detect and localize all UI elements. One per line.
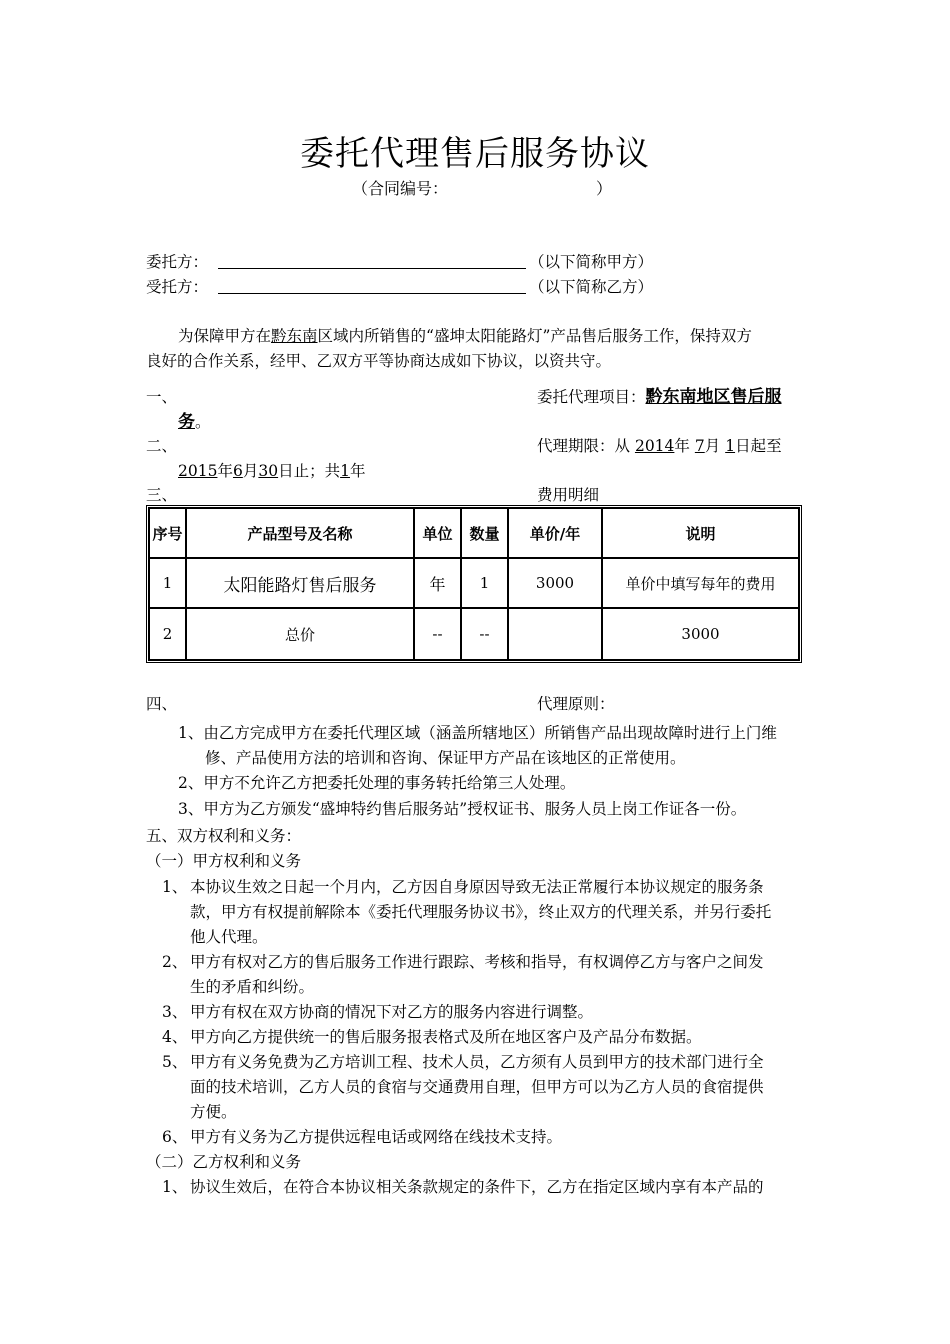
party-a-item-num: 6、 — [162, 1128, 188, 1146]
section1-value: 黔东南地区售后服 — [645, 387, 782, 407]
party-a-item-line: 甲方有义务为乙方提供远程电话或网络在线技术支持。 — [190, 1128, 563, 1146]
section2-num: 二、 — [146, 437, 178, 455]
agent-blank[interactable] — [218, 293, 526, 294]
table-cell: 3000 — [602, 608, 799, 660]
year-char-2: 年 — [217, 462, 233, 480]
section3-label: 费用明细 — [537, 486, 600, 504]
end-year: 2015 — [178, 462, 218, 480]
section1-line — [537, 386, 782, 408]
intro-text-a: 为保障甲方在 — [178, 327, 272, 345]
party-b-item-num: 1、 — [162, 1178, 188, 1196]
section4-num: 四、 — [146, 695, 178, 713]
section1-num: 一、 — [146, 388, 178, 406]
page-title: 委托代理售后服务协议 — [300, 134, 650, 174]
fee-table-header — [149, 508, 799, 558]
section2-line-2 — [178, 460, 366, 482]
principal-label: 委托方： — [146, 253, 209, 271]
section1-value-end: 务 — [178, 412, 195, 432]
table-cell: -- — [414, 608, 461, 660]
principle-item: 3、甲方为乙方颁发“盛坤特约售后服务站”授权证书、服务人员上岗工作证各一份。 — [178, 800, 747, 818]
header-cell: 单价/年 — [508, 508, 602, 558]
party-a-item-num: 3、 — [162, 1003, 188, 1021]
party-a-item-line: 面的技术培训，乙方人员的食宿与交通费用自理，但甲方可以为乙方人员的食宿提供 — [190, 1078, 764, 1096]
month-char-2: 月 — [242, 462, 259, 480]
table-cell: 总价 — [186, 608, 414, 660]
intro-line-2: 良好的合作关系，经甲、乙双方平等协商达成如下协议，以资共守。 — [146, 352, 612, 370]
table-row — [149, 608, 799, 660]
table-cell: 年 — [414, 558, 461, 608]
section2-label: 代理期限：从 — [537, 437, 631, 455]
table-cell: 3000 — [508, 558, 602, 608]
table-cell: -- — [461, 608, 508, 660]
contract-number — [352, 176, 612, 199]
header-cell: 数量 — [461, 508, 508, 558]
header-cell: 产品型号及名称 — [186, 508, 414, 558]
party-a-item-line: 甲方有义务免费为乙方培训工程、技术人员，乙方须有人员到甲方的技术部门进行全 — [190, 1053, 764, 1071]
end-month: 6 — [232, 462, 243, 480]
end-day: 30 — [258, 462, 279, 480]
principle-item: 1、由乙方完成甲方在委托代理区域（涵盖所辖地区）所销售产品出现故障时进行上门维 — [178, 724, 777, 742]
year-char: 年 — [674, 437, 690, 455]
contract-number-close: ） — [596, 179, 613, 198]
party-a-heading: （一）甲方权利和义务 — [146, 852, 302, 870]
header-cell: 序号 — [149, 508, 186, 558]
month-char: 月 — [704, 437, 721, 455]
party-a-item-num: 4、 — [162, 1028, 188, 1046]
year-char-3: 年 — [349, 462, 366, 480]
principal-suffix: （以下简称甲方） — [529, 253, 654, 271]
party-b-item-line: 协议生效后，在符合本协议相关条款规定的条件下，乙方在指定区域内享有本产品的 — [190, 1178, 764, 1196]
party-a-item-line: 款，甲方有权提前解除本《委托代理服务协议书》，终止双方的代理关系，并另行委托 — [190, 903, 772, 921]
table-cell: 太阳能路灯售后服务 — [186, 558, 414, 608]
section3-num: 三、 — [146, 486, 178, 504]
party-a-item-num: 5、 — [162, 1053, 188, 1071]
term-text: 日止；共 — [278, 462, 341, 480]
start-end-text: 日起至 — [735, 437, 782, 455]
section1-period: 。 — [195, 413, 211, 431]
fee-table — [146, 505, 802, 663]
term-years: 1 — [340, 462, 350, 480]
party-b-heading: （二）乙方权利和义务 — [146, 1153, 302, 1171]
principle-item: 2、甲方不允许乙方把委托处理的事务转托给第三人处理。 — [178, 774, 576, 792]
table-cell: 2 — [149, 608, 186, 660]
party-a-item-line: 甲方有权对乙方的售后服务工作进行跟踪、考核和指导，有权调停乙方与客户之间发 — [190, 953, 764, 971]
contract-number-label: （合同编号： — [352, 179, 449, 198]
section1-line-2 — [178, 411, 211, 433]
section4-label: 代理原则： — [537, 695, 615, 713]
table-cell — [508, 608, 602, 660]
party-a-item-line: 生的矛盾和纠纷。 — [190, 978, 315, 996]
party-a-item-num: 1、 — [162, 878, 188, 896]
start-year: 2014 — [634, 437, 675, 455]
party-a-item-line: 甲方向乙方提供统一的售后服务报表格式及所在地区客户及产品分布数据。 — [190, 1028, 702, 1046]
table-row — [149, 558, 799, 608]
party-a-item-line: 方便。 — [190, 1103, 237, 1121]
start-day: 1 — [725, 437, 736, 455]
party-a-item-line: 他人代理。 — [190, 928, 268, 946]
table-cell: 1 — [461, 558, 508, 608]
agent-suffix: （以下简称乙方） — [529, 278, 654, 296]
section5-heading: 五、双方权利和义务： — [146, 827, 302, 845]
header-cell: 说明 — [602, 508, 799, 558]
intro-text-b: 区域内所销售的“盛坤太阳能路灯”产品售后服务工作，保持双方 — [317, 327, 752, 345]
header-cell: 单位 — [414, 508, 461, 558]
agent-label: 受托方： — [146, 278, 209, 296]
intro-line-1 — [178, 325, 752, 347]
principal-blank[interactable] — [218, 268, 526, 269]
party-a-item-line: 甲方有权在双方协商的情况下对乙方的服务内容进行调整。 — [190, 1003, 594, 1021]
table-cell: 1 — [149, 558, 186, 608]
start-month: 7 — [694, 437, 705, 455]
section2-line — [537, 435, 782, 457]
table-cell: 单价中填写每年的费用 — [602, 558, 799, 608]
party-a-item-line: 本协议生效之日起一个月内，乙方因自身原因导致无法正常履行本协议规定的服务条 — [190, 878, 764, 896]
principle-item-cont: 修、产品使用方法的培训和咨询、保证甲方产品在该地区的正常使用。 — [205, 749, 686, 767]
party-a-item-num: 2、 — [162, 953, 188, 971]
section1-label: 委托代理项目： — [537, 388, 646, 406]
intro-region: 黔东南 — [271, 327, 318, 345]
